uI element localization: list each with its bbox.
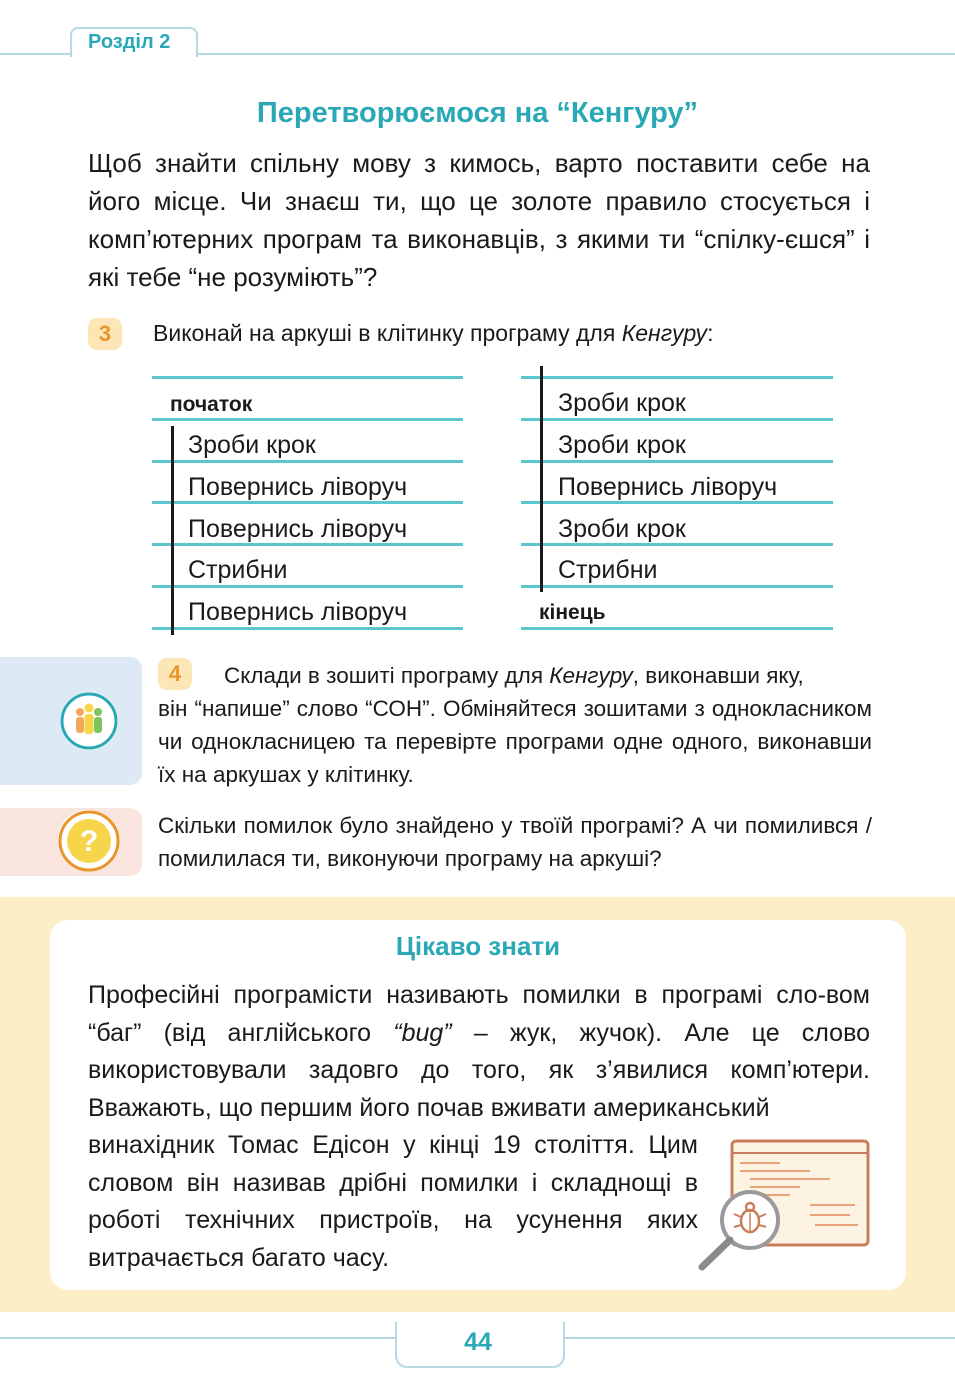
program-step: Зроби крок [558, 389, 686, 417]
grid-line [521, 376, 833, 379]
program-end: кінець [539, 601, 606, 624]
program-step: Повернись ліворуч [188, 473, 408, 501]
grid-line [152, 627, 463, 630]
info-p1-suffix: – жук, жучок). Але це слово використовували задовго до того, як з’явилися комп’ютери. Вважають, що першим його почав вживати американський [88, 1018, 870, 1122]
grid-line [521, 627, 833, 630]
section-label: Розділ 2 [88, 31, 171, 53]
task-number-badge: 3 [88, 318, 122, 350]
program-step: Повернись ліворуч [188, 598, 408, 626]
lesson-title: Перетворюємося на “Кенгуру” [256, 97, 699, 129]
program-step: Стрибни [558, 556, 658, 584]
loop-bar-left [171, 426, 174, 635]
page-number: 44 [464, 1328, 492, 1356]
info-title: Цікаво знати [395, 931, 561, 961]
grid-line [521, 418, 833, 421]
program-start: початок [170, 393, 253, 416]
program-step: Зроби крок [188, 431, 316, 459]
task3-text-prefix: Виконай на аркуші в клітинку програму для [153, 320, 622, 346]
program-step: Повернись ліворуч [188, 515, 408, 543]
svg-text:?: ? [79, 825, 99, 858]
info-paragraph-1 [88, 977, 870, 1127]
loop-bar-right [540, 366, 543, 592]
info-p1-prefix: Професійні програмісти називають помилки в програмі сло-вом “баг” (від англійського [88, 981, 870, 1047]
grid-line [521, 585, 833, 588]
group-work-icon [60, 692, 118, 750]
program-step: Зроби крок [558, 431, 686, 459]
task4-text: він “напише” слово “СОН”. Обміняйтеся зошитами з однокласником чи однокласницею та перевірте програми одне одного, виконавши їх на аркушах у клітинку. [158, 696, 872, 787]
info-paragraph-2: винахідник Томас Едісон у кінці 19 століття. Цим словом він називав дрібні помилки і складнощі в роботі технічних пристроїв, на усунення яких витрачається багато часу. [88, 1131, 698, 1272]
task3-text-suffix: : [707, 320, 714, 346]
task4-line1-em: Кенгуру [549, 663, 633, 688]
task4-line1 [224, 659, 872, 692]
info-p1-em: “bug” [393, 1018, 452, 1047]
bug-magnifier-illustration [690, 1135, 875, 1275]
question-text: Скільки помилок було знайдено у твоїй програмі? А чи помилився / помилилася ти, виконуючи програму на аркуші? [158, 813, 872, 871]
program-step: Повернись ліворуч [558, 473, 778, 501]
grid-line [521, 460, 833, 463]
grid-line [152, 376, 463, 379]
program-step: Зроби крок [558, 515, 686, 543]
task3-text-em: Кенгуру [621, 320, 708, 346]
task4-line1-suffix: , виконавши яку, [632, 663, 804, 688]
grid-line [152, 585, 463, 588]
intro-paragraph: Щоб знайти спільну мову з кимось, варто поставити себе на його місце. Чи знаєш ти, що це золоте правило стосується і комп’ютерних програм та виконавців, з якими ти “спілку-єшся” і які тебе “не розуміють”? [88, 148, 870, 292]
task3-text [153, 320, 713, 347]
task4-line1-prefix: Склади в зошиті програму для [224, 663, 550, 688]
task-number-badge: 4 [158, 658, 192, 690]
grid-line [152, 418, 463, 421]
question-icon [58, 810, 116, 868]
program-step: Стрибни [188, 556, 288, 584]
grid-line [152, 460, 463, 463]
